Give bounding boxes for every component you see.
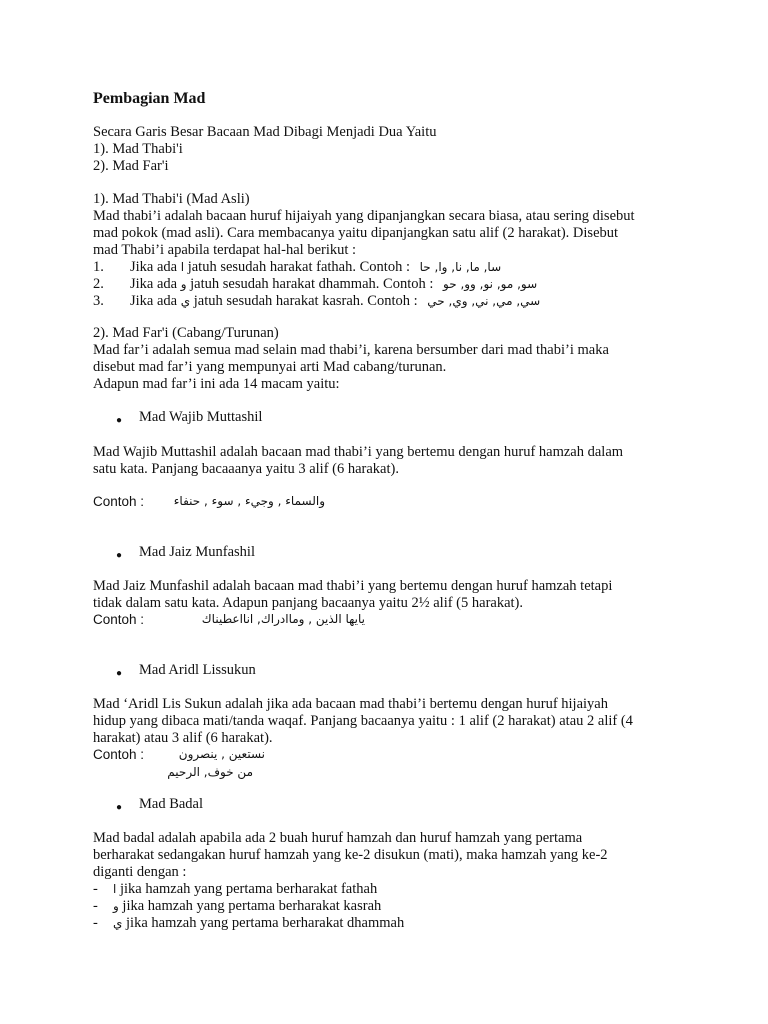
thabii-list-item: 3. Jika ada ي jatuh sesudah harakat kasrah. Contoh : سي, مي, ني, وي, حي — [93, 293, 541, 309]
jaiz-contoh-label: Contoh : — [93, 612, 145, 627]
badal-list-item: - ي jika hamzah yang pertama berharakat dhammah — [93, 915, 405, 931]
wajib-arabic-example: والسماء , وجيء , سوء , حنفاء — [173, 494, 325, 508]
bullet-icon: ● — [116, 550, 123, 561]
wajib-paragraph-line: Mad Wajib Muttashil adalah bacaan mad thabi’i yang bertemu dengan huruf hamzah dalam — [93, 444, 624, 460]
badal-paragraph-line: berharakat sedangakan huruf hamzah yang ke-2 disukun (mati), maka hamzah yang ke-2 — [93, 847, 608, 863]
ya-letter: ي — [180, 294, 191, 308]
fari-heading: 2). Mad Far'i (Cabang/Turunan) — [93, 325, 279, 341]
alif-letter: ا — [113, 882, 117, 896]
fari-paragraph-line: Adapun mad far’i ini ada 14 macam yaitu: — [93, 376, 340, 392]
thabii-paragraph-line: Mad thabi’i adalah bacaan huruf hijaiyah yang dipanjangkan secara biasa, atau sering disebut — [93, 208, 635, 224]
waw-letter: و — [180, 277, 187, 291]
aridl-contoh-label: Contoh : — [93, 747, 145, 762]
aridl-paragraph-line: Mad ‘Aridl Lis Sukun adalah jika ada bacaan mad thabi’i bertemu dengan huruf hijaiyah — [93, 696, 608, 712]
thabii-list-item: 2. Jika ada و jatuh sesudah harakat dhammah. Contoh : سو, مو, نو, وو, حو — [93, 276, 538, 292]
intro-item-1: 1). Mad Thabi'i — [93, 141, 183, 157]
wajib-heading: Mad Wajib Muttashil — [139, 409, 263, 425]
badal-list-item: - و jika hamzah yang pertama berharakat kasrah — [93, 898, 382, 914]
alif-letter: ا — [180, 260, 185, 274]
arabic-example: سا, ما, نا, وا, حا — [419, 260, 502, 274]
page-title: Pembagian Mad — [93, 90, 206, 107]
thabii-paragraph-line: mad pokok (mad asli). Cara membacanya yaitu dipanjangkan satu alif (2 harakat). Disebut — [93, 225, 619, 241]
aridl-arabic-example: نستعين , ينصرون — [178, 747, 265, 761]
wajib-contoh-label: Contoh : — [93, 494, 145, 509]
wajib-paragraph-line: satu kata. Panjang bacaaanya yaitu 3 alif (6 harakat). — [93, 461, 399, 477]
intro-line: Secara Garis Besar Bacaan Mad Dibagi Menjadi Dua Yaitu — [93, 124, 437, 140]
thabii-list-item: 1. Jika ada ا jatuh sesudah harakat fathah. Contoh : سا, ما, نا, وا, حا — [93, 259, 502, 275]
fari-paragraph-line: Mad far’i adalah semua mad selain mad thabi’i, karena bersumber dari mad thabi’i maka — [93, 342, 609, 358]
aridl-paragraph-line: hidup yang dibaca mati/tanda waqaf. Panjang bacaanya yaitu : 1 alif (2 harakat) atau 2 alif (4 — [93, 713, 633, 729]
jaiz-heading: Mad Jaiz Munfashil — [139, 544, 255, 560]
badal-heading: Mad Badal — [139, 796, 204, 812]
arabic-example: سي, مي, ني, وي, حي — [427, 294, 541, 308]
arabic-example: سو, مو, نو, وو, حو — [443, 277, 538, 291]
thabii-paragraph-line: mad Thabi’i apabila terdapat hal-hal berikut : — [93, 242, 357, 258]
intro-item-2: 2). Mad Far'i — [93, 158, 169, 174]
aridl-heading: Mad Aridl Lissukun — [139, 662, 256, 678]
bullet-icon: ● — [116, 415, 123, 426]
aridl-arabic-example: من خوف, الرحيم — [167, 765, 253, 779]
jaiz-paragraph-line: Mad Jaiz Munfashil adalah bacaan mad thabi’i yang bertemu dengan huruf hamzah tetapi — [93, 578, 613, 594]
jaiz-paragraph-line: tidak dalam satu kata. Adapun panjang bacaanya yaitu 2½ alif (5 harakat). — [93, 595, 524, 611]
thabii-heading: 1). Mad Thabi'i (Mad Asli) — [93, 191, 250, 207]
bullet-icon: ● — [116, 802, 123, 813]
jaiz-arabic-example: يايها الذين , وماادراك, انااعطيناك — [201, 612, 365, 626]
badal-list-item: - ا jika hamzah yang pertama berharakat fathah — [93, 881, 378, 897]
badal-paragraph-line: Mad badal adalah apabila ada 2 buah huruf hamzah dan huruf hamzah yang pertama — [93, 830, 583, 846]
badal-paragraph-line: diganti dengan : — [93, 864, 187, 880]
ya-letter: ي — [113, 916, 123, 930]
bullet-icon: ● — [116, 668, 123, 679]
waw-letter: و — [113, 899, 119, 913]
fari-paragraph-line: disebut mad far’i yang mempunyai arti Mad cabang/turunan. — [93, 359, 447, 375]
aridl-paragraph-line: harakat) atau 3 alif (6 harakat). — [93, 730, 273, 746]
